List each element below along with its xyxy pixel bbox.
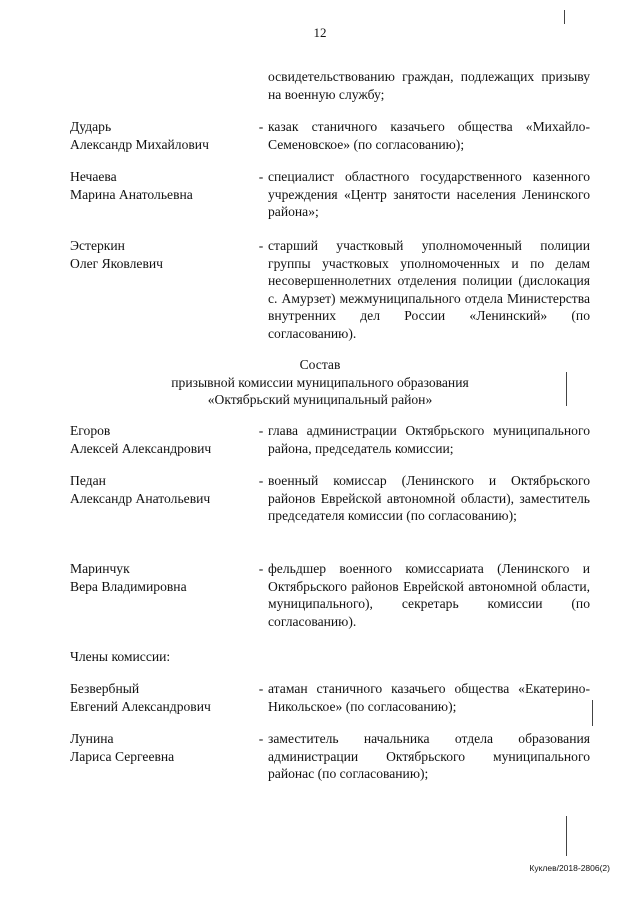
member-role: старший участковый уполномоченный полиции группы участковых уполномоченных и по делам несовершеннолетних отделения полиции (дислокация с. Амурзет) межмуниципального отдела Министерства внутренних дел России «Ленинский» (по согласованию). bbox=[268, 238, 590, 341]
dash: - bbox=[258, 681, 264, 696]
margin-mark bbox=[592, 700, 593, 726]
surname: Дударь bbox=[70, 119, 112, 134]
dash: - bbox=[258, 473, 264, 488]
member-role: атаман станичного казачьего общества «Екатерино-Никольское» (по согласованию); bbox=[268, 681, 590, 714]
document-code: Куклев/2018-2806(2) bbox=[529, 862, 610, 873]
section-heading bbox=[0, 356, 640, 409]
given-name: Лариса Сергеевна bbox=[70, 748, 175, 764]
surname: Маринчук bbox=[70, 561, 130, 576]
member-name bbox=[70, 168, 250, 203]
heading-line-1: Состав bbox=[299, 357, 341, 372]
surname: Эстеркин bbox=[70, 238, 125, 253]
given-name: Александр Михайлович bbox=[70, 136, 209, 152]
margin-mark bbox=[566, 372, 567, 406]
member-role: глава администрации Октябрьского муниципального района, председатель комиссии; bbox=[268, 423, 590, 456]
given-name: Александр Анатольевич bbox=[70, 490, 211, 506]
given-name: Вера Владимировна bbox=[70, 578, 187, 594]
member-name bbox=[70, 560, 250, 595]
heading-line-2: призывной комиссии муниципального образования bbox=[171, 374, 469, 390]
member-role: казак станичного казачьего общества «Михайло-Семеновское» (по согласованию); bbox=[268, 119, 590, 152]
dash: - bbox=[258, 561, 264, 576]
surname: Лунина bbox=[70, 731, 114, 746]
member-role: заместитель начальника отдела образования администрации Октябрьского муниципального районас (по согласованию); bbox=[268, 731, 590, 781]
member-name bbox=[70, 237, 250, 272]
member-name bbox=[70, 730, 250, 765]
surname: Егоров bbox=[70, 423, 111, 438]
member-role: специалист областного государственного казенного учреждения «Центр занятости населения Ленинского района»; bbox=[268, 169, 590, 219]
member-role: военный комиссар (Ленинского и Октябрьского районов Еврейской автономной области), заместитель председателя комиссии (по согласованию); bbox=[268, 473, 590, 523]
member-name bbox=[70, 118, 250, 153]
margin-mark bbox=[564, 10, 565, 24]
surname: Безвербный bbox=[70, 681, 140, 696]
member-name bbox=[70, 680, 250, 715]
given-name: Марина Анатольевна bbox=[70, 186, 193, 202]
dash: - bbox=[258, 169, 264, 184]
margin-mark bbox=[566, 816, 567, 856]
dash: - bbox=[258, 423, 264, 438]
page-number: 12 bbox=[313, 25, 327, 40]
dash: - bbox=[258, 731, 264, 746]
dash: - bbox=[258, 238, 264, 253]
given-name: Олег Яковлевич bbox=[70, 255, 163, 271]
given-name: Евгений Александрович bbox=[70, 698, 211, 714]
members-heading: Члены комиссии: bbox=[70, 649, 171, 664]
surname: Нечаева bbox=[70, 169, 117, 184]
member-role: фельдшер военного комиссариата (Ленинского и Октябрьского районов Еврейской автономной области, муниципального), секретарь комиссии (по согласованию). bbox=[268, 561, 590, 629]
surname: Педан bbox=[70, 473, 106, 488]
given-name: Алексей Александрович bbox=[70, 440, 212, 456]
heading-line-3: «Октябрьский муниципальный район» bbox=[207, 392, 433, 407]
continuation-text: освидетельствованию граждан, подлежащих призыву на военную службу; bbox=[268, 69, 590, 102]
dash: - bbox=[258, 119, 264, 134]
member-name bbox=[70, 472, 250, 507]
member-name bbox=[70, 422, 250, 457]
